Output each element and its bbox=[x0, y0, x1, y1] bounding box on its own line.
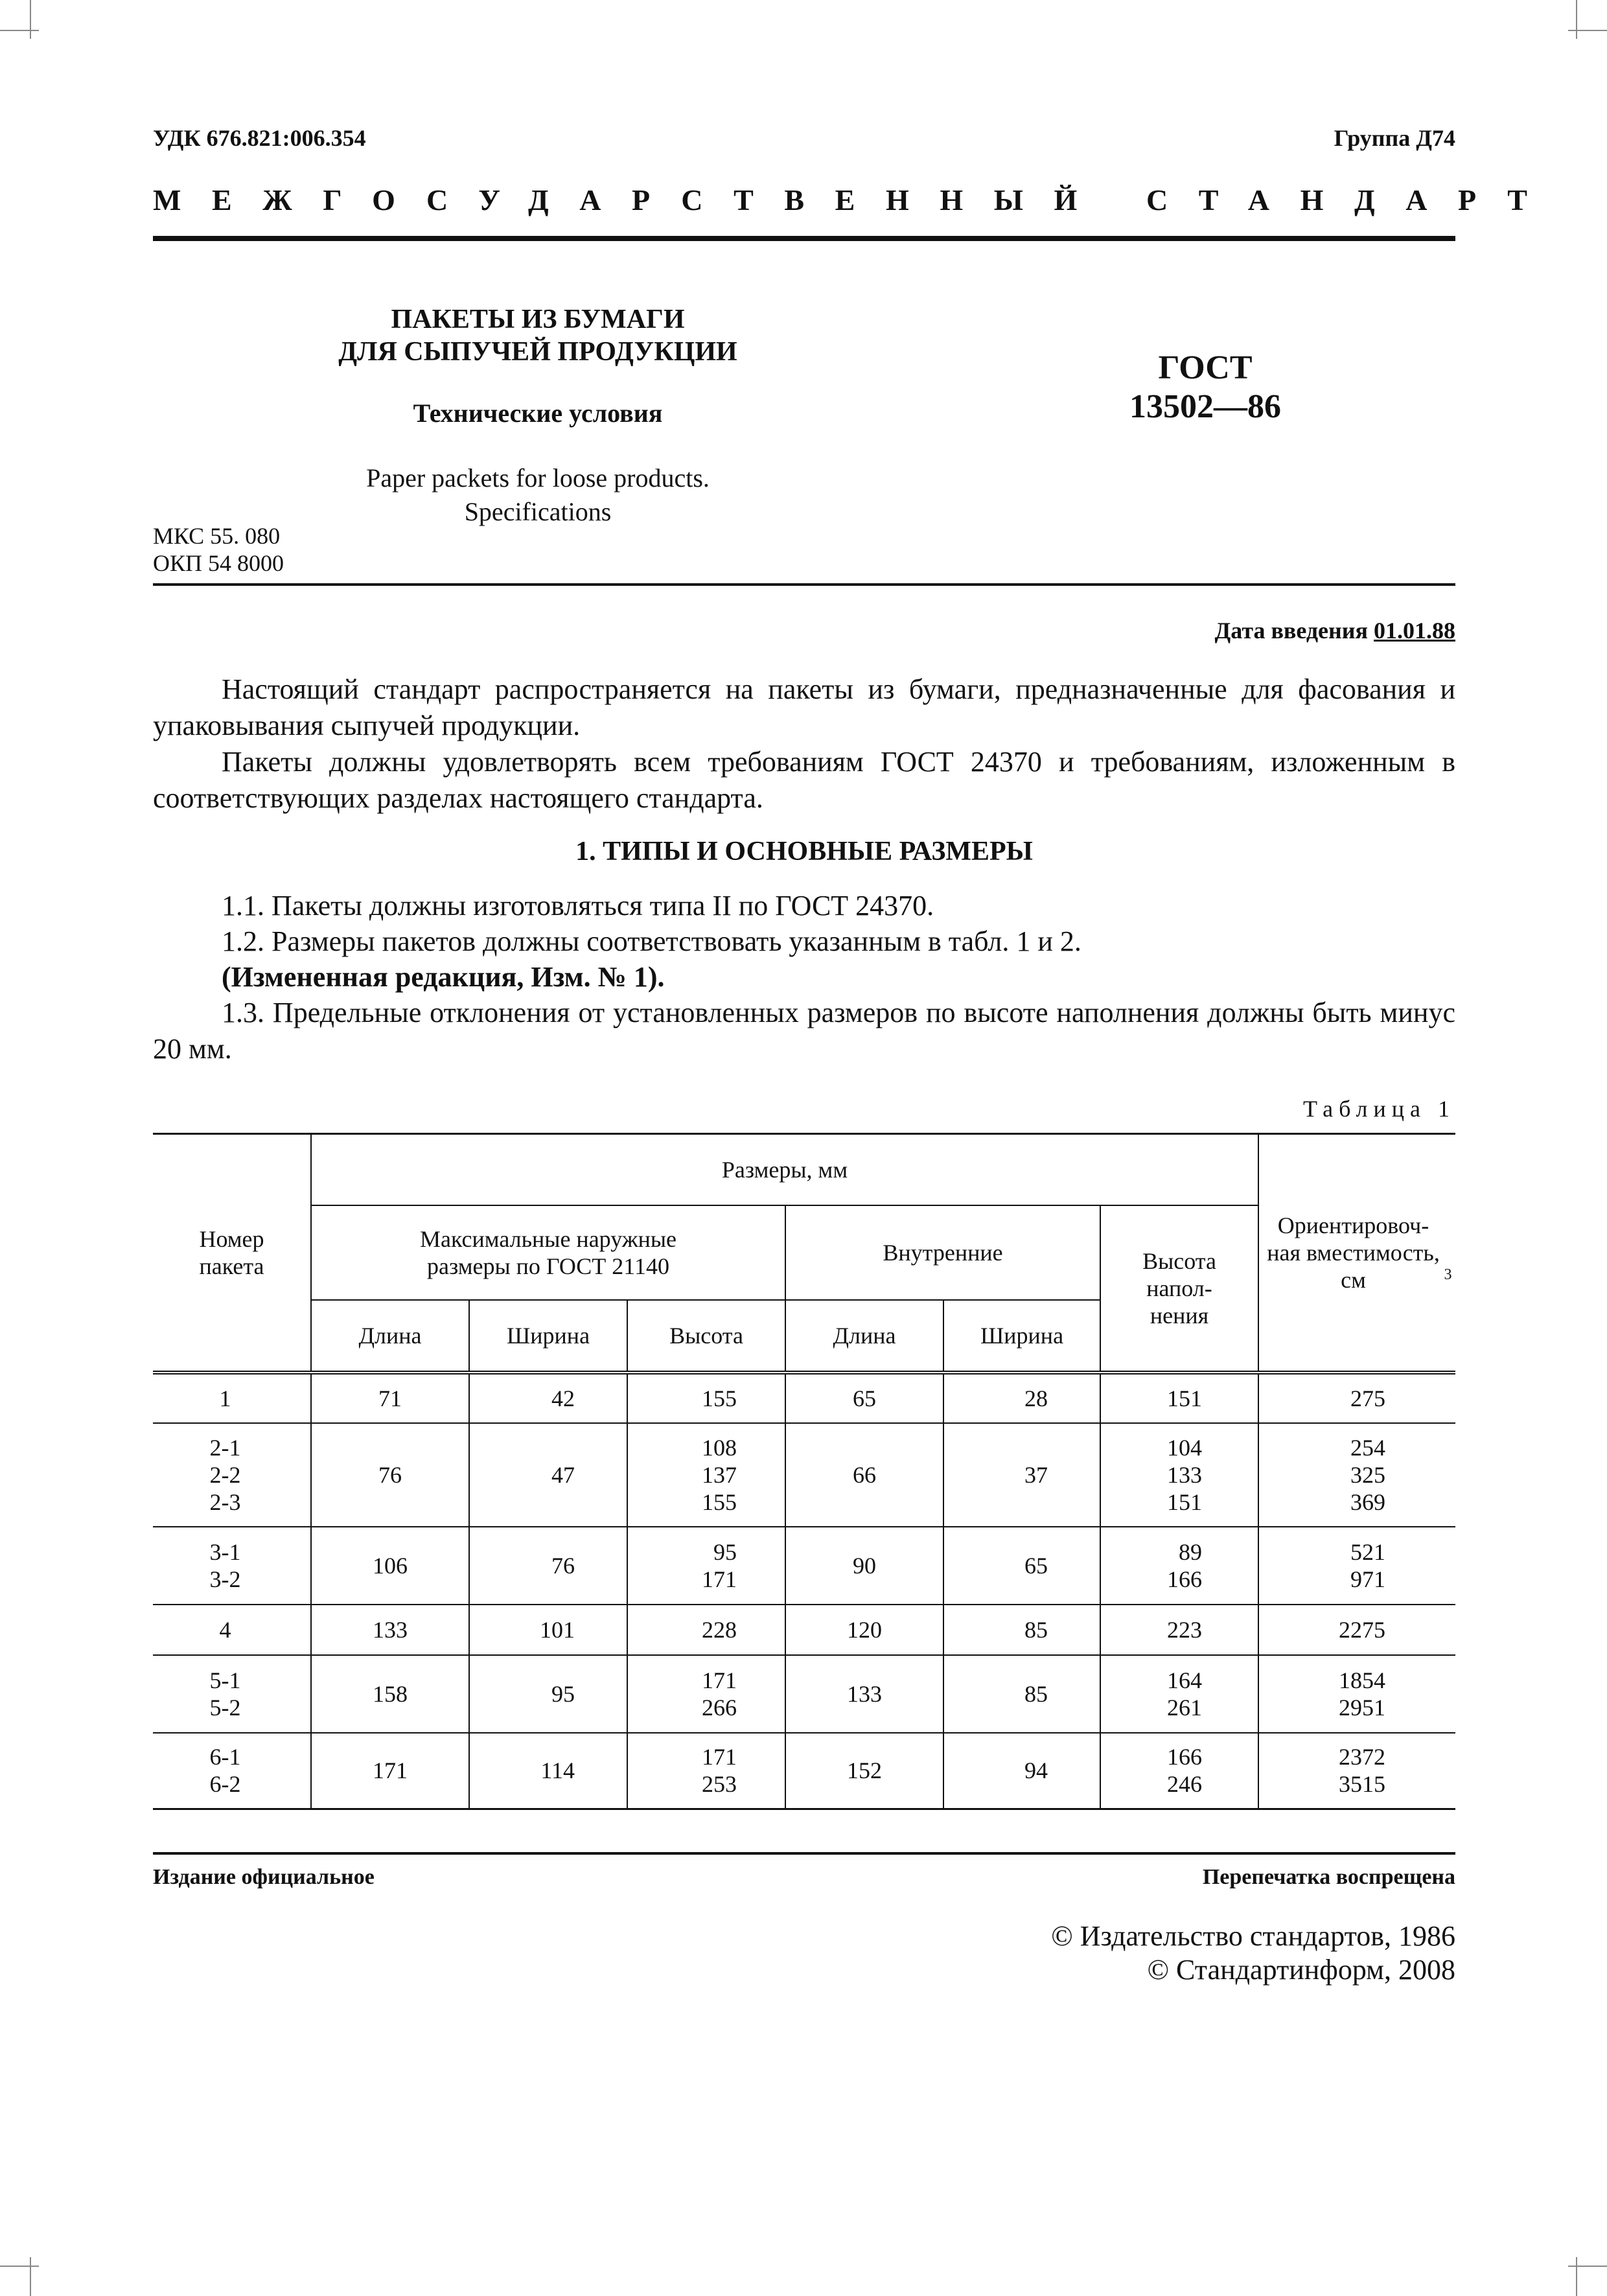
cell-value: 171 bbox=[702, 1744, 737, 1770]
table-row bbox=[153, 1605, 1455, 1655]
cell-value: 266 bbox=[702, 1694, 737, 1721]
cell-value: 101 bbox=[540, 1616, 575, 1643]
cell-value: 254 bbox=[1350, 1434, 1386, 1461]
cell-value: 65 bbox=[1024, 1552, 1048, 1579]
cell-outer-height bbox=[627, 1527, 785, 1605]
crop-mark bbox=[30, 2257, 31, 2296]
cell-value: 137 bbox=[702, 1461, 737, 1488]
cell-fill-height bbox=[1100, 1655, 1258, 1733]
cell-value: 166 bbox=[1167, 1566, 1203, 1592]
english-title-line-2: Specifications bbox=[464, 497, 612, 526]
cell-value: 94 bbox=[1024, 1757, 1048, 1784]
table-row bbox=[153, 1373, 1455, 1423]
cell-number bbox=[153, 1527, 311, 1605]
clause-1-1: 1.1. Пакеты должны изготовляться типа II по ГОСТ 24370. bbox=[222, 890, 934, 922]
cell-value: 521 bbox=[1350, 1538, 1386, 1565]
crop-mark bbox=[1576, 2257, 1577, 2296]
cell-value: 253 bbox=[702, 1771, 737, 1798]
cell-value: 2-2 bbox=[209, 1461, 241, 1488]
header-outer-height: Высота bbox=[627, 1300, 785, 1373]
cell-value: 151 bbox=[1167, 1385, 1203, 1411]
crop-mark bbox=[0, 2266, 39, 2267]
cell-value: 6-1 bbox=[209, 1744, 241, 1770]
cell-value: 133 bbox=[373, 1616, 408, 1643]
cell-value: 6-2 bbox=[209, 1771, 241, 1798]
clause-1-3: 1.3. Предельные отклонения от установленных размеров по высоте наполнения должны быть минус 20 мм. bbox=[153, 997, 1455, 1065]
cell-value: 151 bbox=[1167, 1489, 1203, 1515]
cell-inner-width bbox=[943, 1605, 1100, 1655]
cell-outer-length bbox=[311, 1527, 469, 1605]
cell-value: 76 bbox=[551, 1552, 575, 1579]
cell-value: 171 bbox=[702, 1667, 737, 1693]
amendment-note: (Измененная редакция, Изм. № 1). bbox=[222, 961, 665, 993]
cell-value: 228 bbox=[702, 1616, 737, 1643]
cell-inner-length bbox=[785, 1655, 943, 1733]
cell-value: 104 bbox=[1167, 1434, 1203, 1461]
introduction-date bbox=[1002, 617, 1455, 644]
cell-value: 261 bbox=[1167, 1694, 1203, 1721]
cell-value: 2-3 bbox=[209, 1489, 241, 1515]
cell-value: 120 bbox=[847, 1616, 882, 1643]
cell-value: 133 bbox=[1167, 1461, 1203, 1488]
crop-mark bbox=[1576, 0, 1577, 39]
cell-value: 71 bbox=[378, 1385, 402, 1411]
cell-fill-height bbox=[1100, 1733, 1258, 1809]
cell-capacity bbox=[1258, 1373, 1455, 1423]
cell-value: 325 bbox=[1350, 1461, 1386, 1488]
cell-inner-length bbox=[785, 1605, 943, 1655]
cell-outer-width bbox=[469, 1655, 627, 1733]
cell-number bbox=[153, 1423, 311, 1527]
cell-value: 2372 bbox=[1339, 1744, 1386, 1770]
cell-number bbox=[153, 1605, 311, 1655]
cell-value: 5-2 bbox=[209, 1694, 241, 1721]
cell-value: 246 bbox=[1167, 1771, 1203, 1798]
cell-outer-height bbox=[627, 1423, 785, 1527]
cell-value: 152 bbox=[847, 1757, 882, 1784]
cell-value: 47 bbox=[551, 1461, 575, 1488]
cell-value: 37 bbox=[1024, 1461, 1048, 1488]
udk-code: УДК 676.821:006.354 bbox=[153, 125, 366, 151]
cell-inner-length bbox=[785, 1373, 943, 1423]
cell-inner-length bbox=[785, 1527, 943, 1605]
cell-value: 3515 bbox=[1339, 1771, 1386, 1798]
intro-date-value: 01.01.88 bbox=[1374, 618, 1455, 644]
table-1 bbox=[153, 1133, 1455, 1810]
cell-value: 3-1 bbox=[209, 1538, 241, 1565]
crop-mark bbox=[0, 30, 39, 31]
english-title bbox=[279, 461, 797, 529]
cell-inner-width bbox=[943, 1655, 1100, 1733]
header-fill-height: Высота напол-нения bbox=[1100, 1205, 1258, 1373]
cell-value: 166 bbox=[1167, 1744, 1203, 1770]
cell-fill-height bbox=[1100, 1605, 1258, 1655]
cell-value: 85 bbox=[1024, 1616, 1048, 1643]
cell-value: 2-1 bbox=[209, 1434, 241, 1461]
cell-value: 171 bbox=[702, 1566, 737, 1592]
cell-value: 90 bbox=[853, 1552, 876, 1579]
cell-outer-length bbox=[311, 1423, 469, 1527]
crop-mark bbox=[30, 0, 31, 39]
cell-value: 158 bbox=[373, 1680, 408, 1707]
header-capacity: Ориентировоч-ная вместимость, см $^3$ bbox=[1258, 1134, 1455, 1373]
cell-outer-width bbox=[469, 1527, 627, 1605]
group-code: Группа Д74 bbox=[1334, 125, 1455, 151]
cell-outer-width bbox=[469, 1373, 627, 1423]
cell-outer-length bbox=[311, 1373, 469, 1423]
crop-mark bbox=[1568, 30, 1607, 31]
cell-value: 95 bbox=[551, 1680, 575, 1707]
cell-inner-length bbox=[785, 1733, 943, 1809]
table-row bbox=[153, 1423, 1455, 1527]
cell-outer-length bbox=[311, 1605, 469, 1655]
cell-value: 3-2 bbox=[209, 1566, 241, 1592]
cell-number bbox=[153, 1373, 311, 1423]
cell-value: 95 bbox=[713, 1538, 737, 1565]
header-outer-dims: Максимальные наружные размеры по ГОСТ 21140 bbox=[311, 1205, 785, 1300]
copyright-2008: © Стандартинформ, 2008 bbox=[1147, 1954, 1455, 1986]
cell-capacity bbox=[1258, 1527, 1455, 1605]
title-line-1: ПАКЕТЫ ИЗ БУМАГИ bbox=[391, 305, 685, 334]
header-rule bbox=[153, 236, 1455, 241]
cell-outer-length bbox=[311, 1733, 469, 1809]
cell-value: 76 bbox=[378, 1461, 402, 1488]
gost-designation bbox=[1076, 349, 1335, 426]
mks-code: МКС 55. 080 bbox=[153, 523, 281, 549]
cell-value: 155 bbox=[702, 1489, 737, 1515]
header-number: Номер пакета bbox=[153, 1134, 311, 1373]
cell-value: 971 bbox=[1350, 1566, 1386, 1592]
gost-number: 13502—86 bbox=[1129, 388, 1281, 425]
cell-outer-height bbox=[627, 1373, 785, 1423]
cell-value: 369 bbox=[1350, 1489, 1386, 1515]
cell-capacity bbox=[1258, 1733, 1455, 1809]
header-inner-dims: Внутренние bbox=[785, 1205, 1100, 1300]
copyright-1986: © Издательство стандартов, 1986 bbox=[1051, 1920, 1455, 1952]
table-row bbox=[153, 1527, 1455, 1605]
cell-value: 1 bbox=[219, 1385, 231, 1411]
cell-value: 4 bbox=[219, 1616, 231, 1643]
paragraph-scope: Настоящий стандарт распространяется на пакеты из бумаги, предназначенные для фасования и упаковывания сыпучей продукции. bbox=[153, 673, 1455, 741]
cell-outer-width bbox=[469, 1605, 627, 1655]
cell-capacity bbox=[1258, 1655, 1455, 1733]
cell-value: 85 bbox=[1024, 1680, 1048, 1707]
cell-value: 1854 bbox=[1339, 1667, 1386, 1693]
cell-value: 133 bbox=[847, 1680, 882, 1707]
table-caption: Таблица 1 bbox=[1303, 1096, 1455, 1122]
cell-number bbox=[153, 1733, 311, 1809]
cell-inner-width bbox=[943, 1373, 1100, 1423]
crop-mark bbox=[1568, 2266, 1607, 2267]
cell-value: 223 bbox=[1167, 1616, 1203, 1643]
classification-codes bbox=[153, 522, 284, 577]
clause-1-2: 1.2. Размеры пакетов должны соответствовать указанным в табл. 1 и 2. bbox=[222, 925, 1081, 957]
intro-date-label: Дата введения bbox=[1214, 618, 1368, 644]
header-dimensions: Размеры, мм bbox=[311, 1134, 1258, 1205]
cell-outer-width bbox=[469, 1423, 627, 1527]
cell-value: 2951 bbox=[1339, 1694, 1386, 1721]
cell-capacity bbox=[1258, 1605, 1455, 1655]
okp-code: ОКП 54 8000 bbox=[153, 550, 284, 576]
cell-value: 28 bbox=[1024, 1385, 1048, 1411]
cell-value: 171 bbox=[373, 1757, 408, 1784]
cell-outer-height bbox=[627, 1655, 785, 1733]
cell-fill-height bbox=[1100, 1423, 1258, 1527]
cell-outer-height bbox=[627, 1605, 785, 1655]
title-rule bbox=[153, 583, 1455, 586]
english-title-line-1: Paper packets for loose products. bbox=[366, 463, 710, 493]
cell-capacity bbox=[1258, 1423, 1455, 1527]
header-inner-width: Ширина bbox=[943, 1300, 1100, 1373]
cell-inner-length bbox=[785, 1423, 943, 1527]
cell-value: 2275 bbox=[1339, 1616, 1386, 1643]
cell-value: 66 bbox=[853, 1461, 876, 1488]
copyright-block bbox=[872, 1919, 1455, 1987]
cell-value: 5-1 bbox=[209, 1667, 241, 1693]
cell-number bbox=[153, 1655, 311, 1733]
table-row bbox=[153, 1733, 1455, 1809]
cell-value: 275 bbox=[1350, 1385, 1386, 1411]
cell-value: 89 bbox=[1179, 1538, 1203, 1565]
footer-rule bbox=[153, 1852, 1455, 1855]
standard-type: МЕЖГОСУДАРСТВЕННЫЙ СТАНДАРТ bbox=[153, 183, 1558, 216]
cell-fill-height bbox=[1100, 1527, 1258, 1605]
cell-value: 65 bbox=[853, 1385, 876, 1411]
gost-label: ГОСТ bbox=[1158, 349, 1253, 386]
cell-value: 42 bbox=[551, 1385, 575, 1411]
doc-title bbox=[279, 303, 797, 368]
table-row bbox=[153, 1655, 1455, 1733]
cell-value: 108 bbox=[702, 1434, 737, 1461]
cell-value: 155 bbox=[702, 1385, 737, 1411]
section-1-title: 1. ТИПЫ И ОСНОВНЫЕ РАЗМЕРЫ bbox=[575, 837, 1033, 866]
cell-inner-width bbox=[943, 1423, 1100, 1527]
header-outer-length: Длина bbox=[311, 1300, 469, 1373]
cell-outer-width bbox=[469, 1733, 627, 1809]
cell-inner-width bbox=[943, 1733, 1100, 1809]
cell-value: 114 bbox=[540, 1757, 575, 1784]
cell-fill-height bbox=[1100, 1373, 1258, 1423]
paragraph-requirements: Пакеты должны удовлетворять всем требованиям ГОСТ 24370 и требованиям, изложенным в соответствующих разделах настоящего стандарта. bbox=[153, 746, 1455, 814]
title-line-2: ДЛЯ СЫПУЧЕЙ ПРОДУКЦИИ bbox=[338, 337, 737, 367]
cell-outer-height bbox=[627, 1733, 785, 1809]
reprint-prohibited: Перепечатка воспрещена bbox=[1202, 1865, 1455, 1889]
cell-outer-length bbox=[311, 1655, 469, 1733]
cell-value: 106 bbox=[373, 1552, 408, 1579]
doc-subtitle: Технические условия bbox=[413, 399, 663, 428]
cell-inner-width bbox=[943, 1527, 1100, 1605]
official-edition: Издание официальное bbox=[153, 1865, 375, 1889]
header-inner-length: Длина bbox=[785, 1300, 943, 1373]
cell-value: 164 bbox=[1167, 1667, 1203, 1693]
header-outer-width: Ширина bbox=[469, 1300, 627, 1373]
